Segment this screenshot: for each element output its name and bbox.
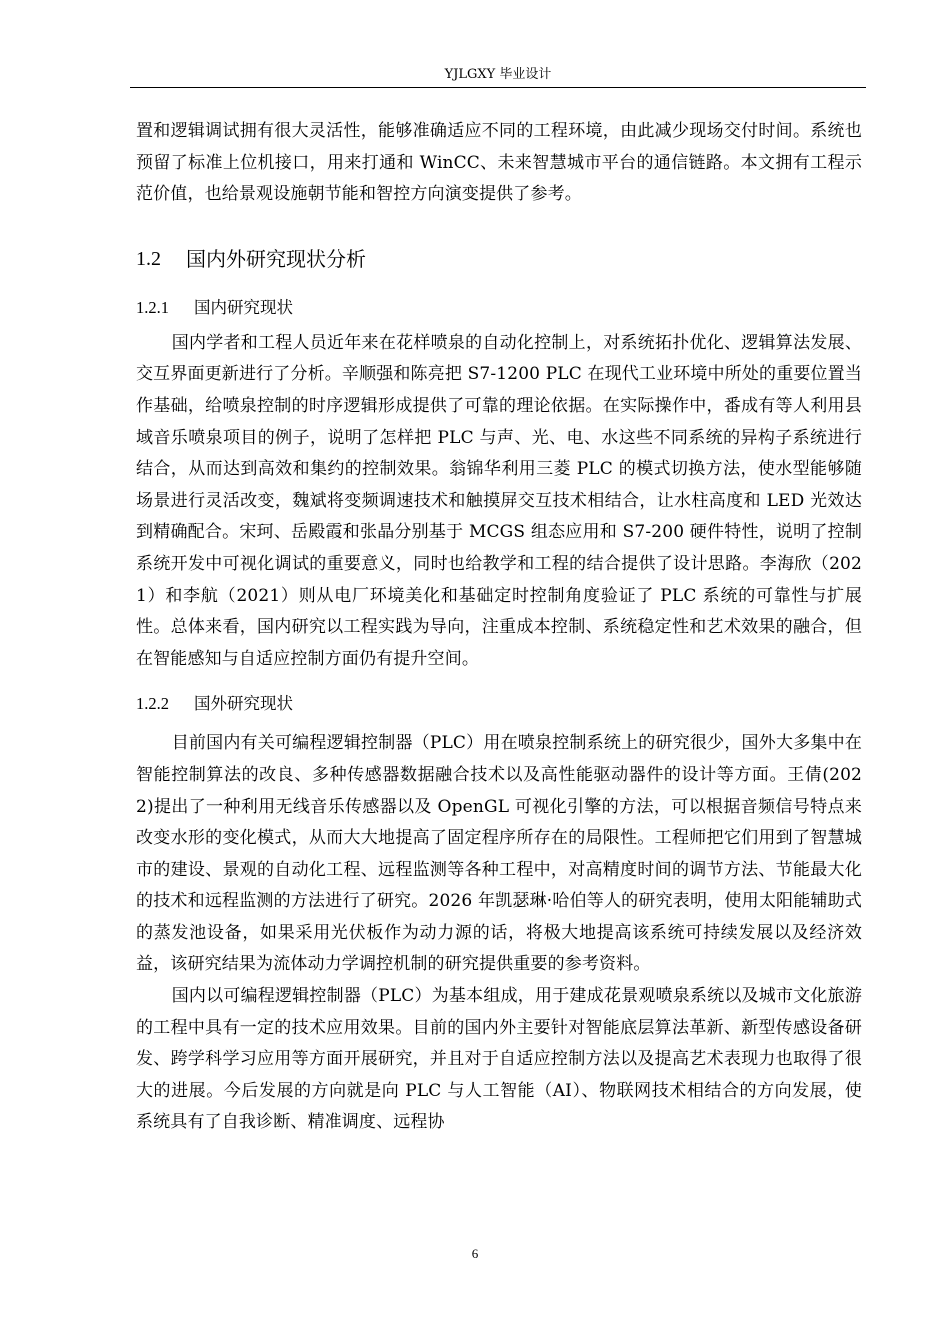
foreign-research-paragraph-2: 国内以可编程逻辑控制器（PLC）为基本组成，用于建成花景观喷泉系统以及城市文化旅游的工程中具有一定的技术应用效果。目前的国内外主要针对智能底层算法革新、新型传感设备研发、跨学科学习应用等方面开展研究，并且对于自适应控制方法以及提高艺术表现力也取得了很大的进展。今后发展的方向就是向 PLC 与人工智能（AI）、物联网技术相结合的方向发展，使系统具有了自我诊断、精准调度、远程协: [136, 986, 862, 1133]
domestic-research-paragraph: 国内学者和工程人员近年来在花样喷泉的自动化控制上，对系统拓扑优化、逻辑算法发展、交互界面更新进行了分析。辛顺强和陈亮把 S7-1200 PLC 在现代工业环境中所处的重要位置当作基础，给喷泉控制的时序逻辑形成提供了可靠的理论依据。在实际操作中，番成有等人利用县域音乐喷泉项目的例子，说明了怎样把 PLC 与声、光、电、水这些不同系统的异构子系统进行结合，从而达到高效和集约的控制效果。翁锦华利用三菱 PLC 的模式切换方法，使水型能够随场景进行灵活改变，魏斌将变频调速技术和触摸屏交互技术相结合，让水柱高度和 LED 光效达到精确配合。宋珂、岳殿霞和张晶分别基于 MCGS 组态应用和 S7-200 硬件特性，说明了控制系统开发中可视化调试的重要意义，同时也给教学和工程的结合提供了设计思路。李海欣（2021）和李航（2021）则从电厂环境美化和基础定时控制角度验证了 PLC 系统的可靠性与扩展性。总体来看，国内研究以工程实践为导向，注重成本控制、系统稳定性和艺术效果的融合，但在智能感知与自适应控制方面仍有提升空间。: [136, 332, 862, 669]
foreign-research-paragraph-1: 目前国内有关可编程逻辑控制器（PLC）用在喷泉控制系统上的研究很少，国外大多集中在智能控制算法的改良、多种传感器数据融合技术以及高性能驱动器件的设计等方面。王倩(2022)提出了一种利用无线音乐传感器以及 OpenGL 可视化引擎的方法，可以根据音频信号特点来改变水形的变化模式，从而大大地提高了固定程序所存在的局限性。工程师把它们用到了智慧城市的建设、景观的自动化工程、远程监测等各种工程中，对高精度时间的调节方法、节能最大化的技术和远程监测的方法进行了研究。2026 年凯瑟琳·哈伯等人的研究表明，使用太阳能辅助式的蒸发池设备，如果采用光伏板作为动力源的话，将极大地提高该系统可持续发展以及经济效益，该研究结果为流体动力学调控机制的研究提供重要的参考资料。: [136, 733, 862, 975]
intro-paragraph: 置和逻辑调试拥有很大灵活性，能够准确适应不同的工程环境，由此减少现场交付时间。系统也预留了标准上位机接口，用来打通和 WinCC、未来智慧城市平台的通信链路。本文拥有工程示范价值，也给景观设施朝节能和智控方向演变提供了参考。: [136, 121, 862, 205]
running-header: YJLGXY 毕业设计: [444, 67, 552, 82]
page-number: 6: [471, 1246, 479, 1261]
section-title: 国内外研究现状分析: [186, 246, 366, 271]
subsection-title: 国外研究现状: [194, 694, 293, 714]
subsection-number: 1.2.2: [136, 694, 169, 714]
section-number: 1.2: [136, 247, 161, 270]
page-body: [136, 116, 862, 1139]
subsection-heading-domestic: [136, 294, 862, 322]
header-rule: [130, 87, 866, 88]
subsection-number: 1.2.1: [136, 297, 169, 317]
subsection-heading-foreign: [136, 690, 862, 718]
subsection-title: 国内研究现状: [194, 297, 293, 317]
section-heading: [136, 244, 862, 274]
